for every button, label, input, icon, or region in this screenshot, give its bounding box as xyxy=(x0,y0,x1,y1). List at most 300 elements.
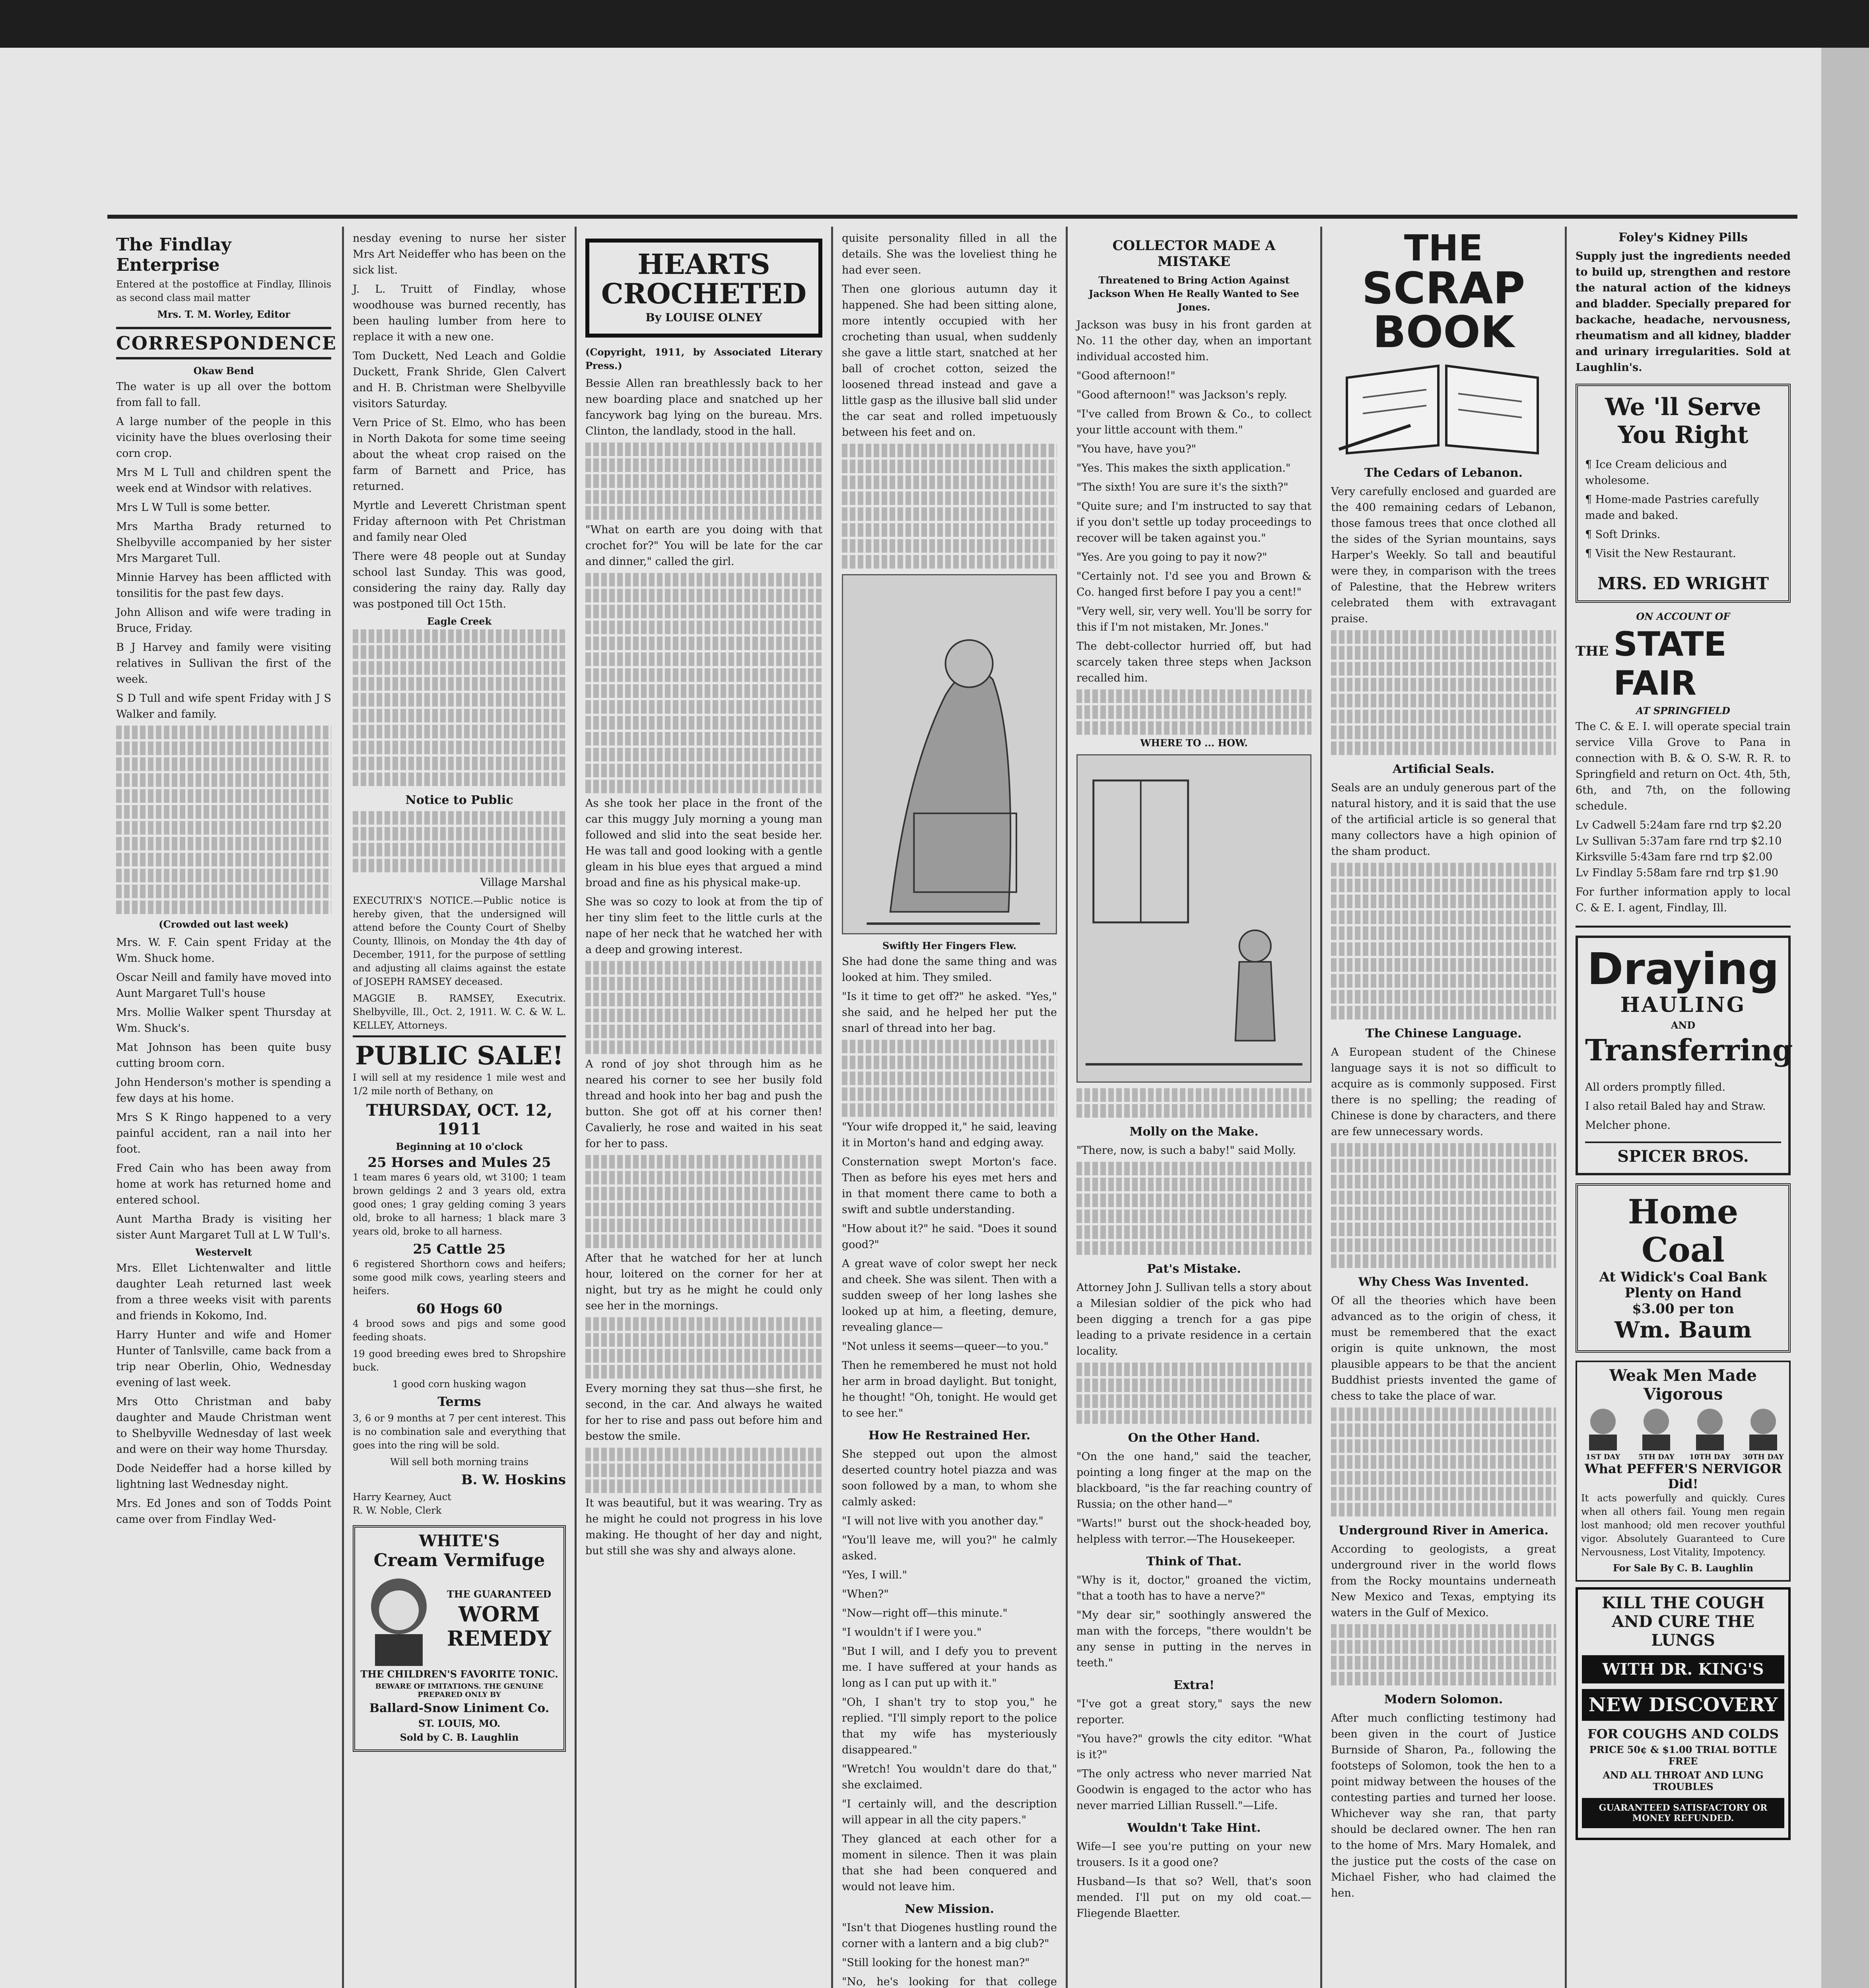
man-portrait-icon xyxy=(1581,1404,1625,1451)
draying-text: Melcher phone. xyxy=(1585,1119,1671,1132)
illegible-text xyxy=(585,1317,822,1331)
story-paragraph: "When?" xyxy=(842,1588,889,1600)
illegible-text xyxy=(585,1349,822,1363)
illegible-text xyxy=(585,1464,822,1477)
restaurant-heading: We 'll Serve You Right xyxy=(1605,393,1761,449)
illegible-text xyxy=(842,476,1057,489)
coal-signature: Wm. Baum xyxy=(1614,1317,1752,1343)
story-paragraph: A great wave of color swept her neck and cheek. She was silent. Then with a sudden sweep of her long lashes she looked up at him, a fleeting, demure, revealing glance— xyxy=(842,1258,1057,1334)
collector-subhead: Threatened to Bring Action Against Jackson When He Really Wanted to See Jones. xyxy=(1088,274,1300,313)
collector-paragraph: "Quite sure; and I'm instructed to say that if you don't settle up today proceedings to recover will be taken against you." xyxy=(1076,500,1311,544)
draying-ad xyxy=(1576,936,1791,1175)
illegible-text xyxy=(116,821,331,835)
illegible-text xyxy=(353,629,566,643)
column-7 xyxy=(1565,227,1799,1988)
illegible-text xyxy=(585,1025,822,1038)
story-paragraph: "How about it?" he said. "Does it sound good?" xyxy=(842,1223,1057,1251)
illustration-caption: Swiftly Her Fingers Flew. xyxy=(882,940,1017,951)
draying-transferring: Transferring xyxy=(1585,1033,1793,1068)
nervigor-ad xyxy=(1576,1361,1791,1582)
local-item: Vern Price of St. Elmo, who has been in North Dakota for some time seeing about the wheat crop raised on the farm of Barnett and Price, has returned. xyxy=(353,417,566,493)
coal-plenty: Plenty on Hand xyxy=(1624,1285,1742,1301)
illegible-text xyxy=(1331,1159,1556,1173)
illegible-text xyxy=(1331,1624,1556,1638)
story-paragraph: They glanced at each other for a moment in silence. Then it was plain that she had been conquered and would not leave him. xyxy=(842,1833,1057,1893)
notice-signature: Village Marshal xyxy=(480,876,566,889)
illegible-text xyxy=(1076,1104,1311,1118)
collector-paragraph: "Yes. Are you going to pay it now?" xyxy=(1076,551,1267,563)
illegible-text xyxy=(353,859,566,872)
state-fair-ad xyxy=(1576,611,1791,928)
story-title-line2: CROCHETED xyxy=(601,277,807,310)
illegible-text xyxy=(585,1171,822,1184)
executrix-signature: MAGGIE B. RAMSEY, Executrix. Shelbyville, Ill., Oct. 2, 1911. W. C. & W. L. KELLEY, Attorneys. xyxy=(353,993,566,1031)
illegible-text xyxy=(1331,974,1556,988)
local-item: John Henderson's mother is spending a few days at his home. xyxy=(116,1076,331,1105)
illegible-text xyxy=(1076,705,1311,719)
story-paragraph: "I wouldn't if I were you." xyxy=(842,1626,982,1639)
story-paragraph: A rond of joy shot through him as he neared his corner to see her busily fold thread and hook into her bag and push the button. She got off at his corner then! Cavalierly, he rose and waited in his seat for her to pass. xyxy=(585,1058,822,1150)
illegible-text xyxy=(585,684,822,698)
restaurant-ad xyxy=(1576,384,1791,603)
king-new-discovery: NEW DISCOVERY xyxy=(1582,1689,1784,1721)
illegible-text xyxy=(1076,1178,1311,1191)
illegible-text xyxy=(842,523,1057,537)
king-for: FOR COUGHS AND COLDS xyxy=(1587,1726,1779,1741)
vermifuge-guaranteed: THE GUARANTEED xyxy=(447,1588,552,1600)
illegible-text xyxy=(353,677,566,691)
story-title-line1: HEARTS xyxy=(637,248,770,281)
king-kill: KILL THE COUGH xyxy=(1601,1594,1765,1612)
king-with: WITH DR. KING'S xyxy=(1582,1655,1784,1683)
local-item: Harry Hunter and wife and Homer Hunter of Tanlsville, came back from a trip near Oberlin, Ohio, Wednesday evening of last week. xyxy=(116,1329,331,1389)
coal-heading-1: Home xyxy=(1628,1192,1739,1231)
collector-paragraph: "You have, have you?" xyxy=(1076,443,1197,455)
illegible-text xyxy=(1331,646,1556,660)
illegible-text xyxy=(116,901,331,914)
illegible-text xyxy=(842,444,1057,457)
lunch-text: Will sell both morning trains xyxy=(390,1456,529,1468)
illegible-text xyxy=(1331,1471,1556,1485)
story-paragraph: "Yes, I will." xyxy=(842,1569,907,1581)
illegible-text xyxy=(353,645,566,659)
fair-schedule-line: Lv Findlay 5:58am fare rnd trp $1.90 xyxy=(1576,867,1778,879)
illegible-text xyxy=(1076,1225,1311,1239)
story-paragraph: "Is it time to get off?" he asked. "Yes," she said, and he helped her put the snarl of thread into her bag. xyxy=(842,990,1057,1035)
illegible-text xyxy=(585,993,822,1006)
illegible-text xyxy=(116,757,331,771)
fair-location: AT SPRINGFIELD xyxy=(1636,705,1730,716)
horses-heading: 25 Horses and Mules 25 xyxy=(367,1155,551,1171)
local-item: Dode Neideffer had a horse killed by lightning last Wednesday night. xyxy=(116,1462,331,1491)
fair-title: STATE FAIR xyxy=(1613,625,1727,703)
illegible-text xyxy=(1331,1656,1556,1670)
story-paragraph: "Still looking for the honest man?" xyxy=(842,1957,1030,1969)
local-item: Mrs. Mollie Walker spent Thursday at Wm. Shuck's. xyxy=(116,1006,331,1035)
illegible-text xyxy=(1331,694,1556,707)
illegible-text xyxy=(1331,958,1556,972)
illegible-text xyxy=(842,1056,1057,1069)
story-paragraph: "Oh, I shan't try to stop you," he replied. "I'll simply report to the police that my wife has mysteriously disappeared." xyxy=(842,1696,1057,1756)
portrait-label: 1ST DAY xyxy=(1585,1453,1620,1461)
fair-title-row xyxy=(1576,625,1791,703)
story-paragraph: Bessie Allen ran breathlessly back to her new boarding place and snatched up her fancywork bag lying on the bureau. Mrs. Clinton, the landlady, stood in the hall. xyxy=(585,377,822,437)
seals-paragraph: Seals are an unduly generous part of the natural history, and it is said that the use of the artificial article is so general that many collectors have a high opinion of the sham product. xyxy=(1331,782,1556,858)
illegible-text xyxy=(1076,1241,1311,1255)
story-paragraph: Consternation swept Morton's face. Then as before his eyes met hers and in that moment there came to both a swift and subtle understanding. xyxy=(842,1156,1057,1216)
illegible-text xyxy=(1331,1672,1556,1685)
illegible-text xyxy=(1331,1487,1556,1501)
illegible-text xyxy=(585,977,822,990)
clerk: R. W. Noble, Clerk xyxy=(353,1505,442,1516)
illegible-text xyxy=(1331,942,1556,956)
illegible-text xyxy=(1331,1455,1556,1469)
story-copyright: (Copyright, 1911, by Associated Literary Press.) xyxy=(585,346,822,371)
chinese-paragraph: A European student of the Chinese language says it is not so difficult to acquire as is commonly supposed. First there is no spelling; the reading of Chinese is done by characters, and there are few unnecessary words. xyxy=(1331,1046,1556,1138)
extra-paragraph: "The only actress who never married Nat Goodwin is engaged to the actor who has never married Lillian Russell."—Life. xyxy=(1076,1768,1311,1812)
dr-king-ad xyxy=(1576,1587,1791,1840)
illegible-text xyxy=(1331,1223,1556,1236)
river-heading: Underground River in America. xyxy=(1339,1524,1548,1538)
illegible-text xyxy=(1331,1207,1556,1220)
cattle-heading: 25 Cattle 25 xyxy=(413,1241,506,1257)
woman-crocheting-illustration xyxy=(843,575,1056,933)
sheep-text: 19 good breeding ewes bred to Shropshire buck. xyxy=(353,1348,566,1373)
illegible-text xyxy=(585,716,822,730)
illegible-text xyxy=(1076,1194,1311,1207)
illegible-text xyxy=(1331,1006,1556,1019)
man-portrait-icon xyxy=(1688,1404,1732,1451)
story-paragraph: "But I will, and I defy you to prevent me. I have suffered at your hands as long as I can put up with it." xyxy=(842,1645,1057,1689)
illegible-text xyxy=(1331,1408,1556,1421)
illegible-text xyxy=(353,843,566,856)
restaurant-item: ¶ Visit the New Restaurant. xyxy=(1585,547,1736,560)
column-5 xyxy=(1066,227,1320,1988)
illegible-text xyxy=(585,961,822,975)
illegible-text xyxy=(1076,1378,1311,1392)
chess-paragraph: Of all the theories which have been advanced as to the origin of chess, it must be remembered that the exact origin is quite unknown, the most plausible appears to be that the ancient Buddhist priests invented the game of chess to take the place of war. xyxy=(1331,1295,1556,1402)
notice-heading: Notice to Public xyxy=(405,793,513,807)
illegible-text xyxy=(116,773,331,787)
coal-price: $3.00 per ton xyxy=(1632,1301,1734,1317)
vermifuge-city: ST. LOUIS, MO. xyxy=(418,1718,501,1729)
illegible-text xyxy=(585,1365,822,1378)
hint-heading: Wouldn't Take Hint. xyxy=(1127,1821,1261,1835)
coal-ad xyxy=(1576,1183,1791,1353)
restaurant-item: ¶ Ice Cream delicious and wholesome. xyxy=(1585,458,1727,487)
illegible-text xyxy=(1331,662,1556,676)
story-paragraph: After that he watched for her at lunch hour, loitered on the corner for her at night, but try as he might he could only see her in the mornings. xyxy=(585,1252,822,1312)
portrait-day-1 xyxy=(1581,1404,1625,1461)
child-portrait-icon xyxy=(359,1571,439,1666)
local-item: Mrs. W. F. Cain spent Friday at the Wm. Shuck home. xyxy=(116,936,331,965)
illegible-text xyxy=(585,474,822,488)
open-book-icon xyxy=(1331,354,1554,457)
story-paragraph: "I certainly will, and the description will appear in all the city papers." xyxy=(842,1798,1057,1826)
local-item: Tom Duckett, Ned Leach and Goldie Duckett, Frank Shride, Glen Calvert and H. B. Christman were Shelbyville visitors Saturday. xyxy=(353,350,566,410)
vermifuge-text xyxy=(439,1586,560,1651)
story-byline: By LOUISE OLNEY xyxy=(645,311,762,324)
restaurant-signature: MRS. ED WRIGHT xyxy=(1597,574,1769,593)
kidney-pills-heading: Foley's Kidney Pills xyxy=(1618,231,1748,245)
story-paragraph: "You'll leave me, will you?" he calmly asked. xyxy=(842,1534,1057,1562)
westervelt-heading: Westervelt xyxy=(195,1246,252,1258)
illegible-text xyxy=(585,1479,822,1493)
coal-location: At Widick's Coal Bank xyxy=(1599,1269,1767,1285)
illegible-text xyxy=(353,693,566,707)
cartoon-illustration xyxy=(1076,754,1311,1083)
hint-paragraph: Husband—Is that so? Well, that's soon mended. I'll put on my old coat.—Fliegende Blaetter. xyxy=(1076,1875,1311,1920)
collector-paragraph: "The sixth! You are sure it's the sixth?" xyxy=(1076,481,1288,493)
story-paragraph: Then one glorious autumn day it happened. She had been sitting alone, more intently occupied with her crocheting than usual, when suddenly she gave a little start, snatched at her ball of crochet cotton, seized the loosened thread instead and gave a little gasp as the illusive ball slid under the car seat and rolled impetuously between his feet and on. xyxy=(842,283,1057,439)
fair-account-of: ON ACCOUNT OF xyxy=(1636,611,1730,622)
scrap-book-header xyxy=(1331,227,1556,459)
column-4 xyxy=(831,227,1066,1988)
masthead-title: The Findlay Enterprise xyxy=(116,235,231,275)
portrait-day-30 xyxy=(1741,1404,1785,1461)
okaw-item: B J Harvey and family were visiting relatives in Sullivan the first of the week. xyxy=(116,641,331,685)
collector-paragraph: "Good afternoon!" xyxy=(1076,370,1175,382)
crowded-note: (Crowded out last week) xyxy=(159,918,289,930)
extra-paragraph: "You have?" growls the city editor. "What is it?" xyxy=(1076,1733,1311,1761)
draying-text: All orders promptly filled. xyxy=(1585,1081,1725,1093)
local-item: J. L. Truitt of Findlay, whose woodhouse was burned recently, has been hauling lumber from here to replace it with a new one. xyxy=(353,283,566,343)
illegible-text xyxy=(585,605,822,618)
illegible-text xyxy=(842,460,1057,473)
fair-footer: For further information apply to local C. & E. I. agent, Findlay, Ill. xyxy=(1576,886,1791,914)
king-cure: AND CURE THE LUNGS xyxy=(1612,1612,1754,1650)
story-paragraph: Then he remembered he must not hold her arm in broad daylight. But tonight, he thought! "Oh, tonight. He would get to see her." xyxy=(842,1359,1057,1419)
story-paragraph: She had done the same thing and was looked at him. They smiled. xyxy=(842,955,1057,984)
cedars-heading: The Cedars of Lebanon. xyxy=(1364,466,1523,480)
illegible-text xyxy=(585,764,822,777)
illegible-text xyxy=(1076,1410,1311,1424)
nervigor-sold: For Sale By C. B. Laughlin xyxy=(1613,1562,1754,1574)
illegible-text xyxy=(353,709,566,722)
fair-schedule-line: Lv Sullivan 5:37am fare rnd trp $2.10 xyxy=(1576,835,1782,847)
collector-paragraph: The debt-collector hurried off, but had scarcely taken three steps when Jackson recalled him. xyxy=(1076,640,1311,684)
illegible-text xyxy=(1331,742,1556,755)
solomon-paragraph: After much conflicting testimony had been given in the court of Justice Burnside of Sharon, Pa., following the footsteps of Solomon, took the hen to a point midway between the houses of the contesting parties and turned her loose. Whichever way she ran, that party should be declared owner. The hen ran to the home of Mrs. Mary Homalek, and the justice put the costs of the case on Michael Fisher, who had claimed the hen. xyxy=(1331,1712,1556,1899)
column-3 xyxy=(575,227,831,1988)
illegible-text xyxy=(1331,1423,1556,1437)
story-paragraph: "Wretch! You wouldn't dare do that," she exclaimed. xyxy=(842,1763,1057,1791)
story-paragraph: "Not unless it seems—queer—to you." xyxy=(842,1340,1049,1353)
scan-top-edge xyxy=(0,0,1869,48)
cattle-text: 6 registered Shorthorn cows and heifers; some good milk cows, yearling steers and heifers. xyxy=(353,1258,566,1297)
story-paragraph: "Isn't that Diogenes hustling round the corner with a lantern and a big club?" xyxy=(842,1922,1057,1950)
illegible-text xyxy=(353,661,566,675)
illegible-text xyxy=(585,1235,822,1248)
story-paragraph: She was so cozy to look at from the tip of her tiny slim feet to the little curls at the nape of her neck that he watched her with a deep and growing interest. xyxy=(585,896,822,956)
pat-paragraph: Attorney John J. Sullivan tells a story about a Milesian soldier of the pick who had been digging a trench for a gas pipe leading to a private residence in a certain locality. xyxy=(1076,1281,1311,1357)
fair-schedule-line: Lv Cadwell 5:24am fare rnd trp $2.20 xyxy=(1576,819,1782,831)
other-hand-heading: On the Other Hand. xyxy=(1128,1431,1260,1445)
illegible-text xyxy=(585,443,822,456)
story-title-box xyxy=(585,239,822,338)
vermifuge-ad xyxy=(353,1525,566,1752)
extra-heading: Extra! xyxy=(1173,1678,1215,1692)
illegible-text xyxy=(842,1040,1057,1053)
illegible-text xyxy=(585,458,822,472)
vermifuge-remedy: REMEDY xyxy=(447,1626,552,1651)
think-paragraph: "Why is it, doctor," groaned the victim, "that a tooth has to have a nerve?" xyxy=(1076,1574,1311,1602)
executrix-notice: EXECUTRIX'S NOTICE.—Public notice is hereby given, that the undersigned will attend before the County Court of Shelby County, Illinois, on Monday the 4th day of December, 1911, for the purpose of settling and adjusting all claims against the estate of JOSEPH RAMSEY deceased. xyxy=(353,895,566,987)
pats-mistake-heading: Pat's Mistake. xyxy=(1147,1262,1241,1276)
illegible-text xyxy=(585,700,822,714)
illegible-text xyxy=(1331,1191,1556,1204)
collector-paragraph: "Very well, sir, very well. You'll be sorry for this if I'm not mistaken, Mr. Jones." xyxy=(1076,605,1311,633)
boy-at-window-illustration xyxy=(1078,755,1310,1081)
terms-text: 3, 6 or 9 months at 7 per cent interest. This is no combination sale and everything that goes into the ring will be sold. xyxy=(353,1413,566,1451)
illegible-text xyxy=(585,589,822,602)
illegible-text xyxy=(585,668,822,682)
restaurant-item: ¶ Soft Drinks. xyxy=(1585,528,1661,541)
story-paragraph: She stepped out upon the almost deserted country hotel piazza and was soon followed by a man, to whom she calmly asked: xyxy=(842,1448,1057,1508)
draying-text: I also retail Baled hay and Straw. xyxy=(1585,1100,1766,1112)
illegible-text xyxy=(585,506,822,520)
okaw-item: Mrs L W Tull is some better. xyxy=(116,501,270,514)
illegible-text xyxy=(842,507,1057,521)
collector-paragraph: "Yes. This makes the sixth application." xyxy=(1076,462,1291,474)
local-item: nesday evening to nurse her sister Mrs Art Neideffer who has been on the sick list. xyxy=(353,232,566,276)
story-paragraph: "I will not live with you another day." xyxy=(842,1515,1043,1527)
draying-hauling: HAULING xyxy=(1620,993,1746,1017)
okaw-item: S D Tull and wife spent Friday with J S Walker and family. xyxy=(116,692,331,720)
nervigor-heading: Weak Men Made Vigorous xyxy=(1609,1366,1757,1404)
okaw-bend-heading: Okaw Bend xyxy=(193,365,254,377)
illegible-text xyxy=(1331,710,1556,723)
portrait-label: 5TH DAY xyxy=(1638,1453,1675,1461)
illegible-text xyxy=(1076,1209,1311,1223)
illegible-text xyxy=(1076,1162,1311,1175)
illegible-text xyxy=(585,1448,822,1461)
illegible-text xyxy=(1331,1175,1556,1188)
wagon-text: 1 good corn husking wagon xyxy=(392,1378,527,1390)
story-paragraph: "Your wife dropped it," he said, leaving it in Morton's hand and edging away. xyxy=(842,1121,1057,1149)
local-item: Mrs Otto Christman and baby daughter and Maude Christman went to Shelbyville Wednesday of last week and were on their way home Thursday. xyxy=(116,1396,331,1456)
okaw-item: Mrs M L Tull and children spent the week end at Windsor with relatives. xyxy=(116,466,331,495)
other-hand-paragraph: "On the one hand," said the teacher, pointing a long finger at the map on the blackboard, "is the far reaching country of Russia; on the other hand—" xyxy=(1076,1450,1311,1510)
molly-paragraph: "There, now, is such a baby!" said Molly. xyxy=(1076,1144,1296,1157)
sale-intro: I will sell at my residence 1 mile west and 1/2 mile north of Bethany, on xyxy=(353,1072,566,1097)
illegible-text xyxy=(353,741,566,754)
illegible-text xyxy=(116,837,331,850)
illegible-text xyxy=(1331,863,1556,876)
illegible-text xyxy=(1331,678,1556,691)
story-paragraph: As she took her place in the front of the car this muggy July morning a young man followed and slid into the seat beside her. He was tall and good looking with a gentle gleam in his blue eyes that argued a mind broad and fine as his physical make-up. xyxy=(585,797,822,889)
illegible-text xyxy=(585,1187,822,1200)
local-item: Mrs. Ellet Lichtenwalter and little daughter Leah returned last week from a three weeks visit with parents and friends in Kokomo, Ind. xyxy=(116,1262,331,1322)
man-portrait-icon xyxy=(1741,1404,1785,1451)
illegible-text xyxy=(353,811,566,825)
illegible-text xyxy=(116,789,331,803)
illegible-text xyxy=(1331,1143,1556,1157)
solomon-heading: Modern Solomon. xyxy=(1384,1693,1503,1706)
eagle-creek-heading: Eagle Creek xyxy=(427,615,492,627)
think-paragraph: "My dear sir," soothingly answered the man with the forceps, "there wouldn't be any sense in putting in the nerves in teeth." xyxy=(1076,1609,1311,1669)
illegible-text xyxy=(353,757,566,770)
illegible-text xyxy=(842,1087,1057,1101)
illegible-text xyxy=(116,853,331,866)
sale-time: Beginning at 10 o'clock xyxy=(396,1141,523,1152)
kidney-pills-text: Supply just the ingredients needed to build up, strengthen and restore the natural action of the kidneys and bladder. Specially prepared for backache, headache, nervousness, rheumatism and all kidney, bladder and urinary irregularities. Sold at Laughlin's. xyxy=(1576,250,1791,374)
molly-heading: Molly on the Make. xyxy=(1129,1125,1259,1139)
illegible-text xyxy=(585,1219,822,1232)
correspondence-header: CORRESPONDENCE xyxy=(116,327,331,359)
vermifuge-beware: BEWARE OF IMITATIONS. THE GENUINE PREPARED ONLY BY xyxy=(375,1682,544,1699)
illegible-text xyxy=(1331,726,1556,739)
local-item: Aunt Martha Brady is visiting her sister Aunt Margaret Tull at L W Tull's. xyxy=(116,1213,331,1241)
illegible-text xyxy=(585,1041,822,1054)
illegible-text xyxy=(842,1072,1057,1085)
story-paragraph: "No, he's looking for that college xyxy=(842,1976,1057,1988)
other-hand-paragraph: "Warts!" burst out the shock-headed boy, helpless with terror.—The Housekeeper. xyxy=(1076,1517,1311,1545)
illegible-text xyxy=(585,1203,822,1216)
portrait-day-5 xyxy=(1634,1404,1678,1461)
collector-paragraph: "Good afternoon!" was Jackson's reply. xyxy=(1076,389,1287,401)
public-sale-title: PUBLIC SALE! xyxy=(353,1035,566,1071)
column-1 xyxy=(107,227,340,1988)
nervigor-portraits xyxy=(1581,1404,1785,1461)
horses-text: 1 team mares 6 years old, wt 3100; 1 team brown geldings 2 and 3 years old, extra good ones; 1 gray gelding coming 3 years old, broke to all harness; 1 black mare 3 years old, broke to all harness. xyxy=(353,1172,566,1237)
illegible-text xyxy=(1076,721,1311,735)
story-paragraph: "Now—right off—this minute." xyxy=(842,1607,1008,1619)
header-rule xyxy=(107,215,1797,219)
illegible-text xyxy=(585,780,822,793)
illegible-text xyxy=(585,732,822,746)
illegible-text xyxy=(585,748,822,761)
local-item: Myrtle and Leverett Christman spent Friday afternoon with Pet Christman and family near Oled xyxy=(353,499,566,544)
illegible-text xyxy=(116,742,331,755)
local-item: Mrs. Ed Jones and son of Todds Point came over from Findlay Wed- xyxy=(116,1497,331,1526)
story-paragraph: "What on earth are you doing with that crochet for?" You will be late for the car and dinner," called the girl. xyxy=(585,524,822,568)
illegible-text xyxy=(1331,895,1556,908)
okaw-item: Minnie Harvey has been afflicted with tonsilitis for the past few days. xyxy=(116,571,331,600)
local-item: Mat Johnson has been quite busy cutting broom corn. xyxy=(116,1041,331,1070)
new-mission-heading: New Mission. xyxy=(905,1902,994,1916)
hogs-heading: 60 Hogs 60 xyxy=(416,1301,503,1317)
illegible-text xyxy=(1331,1640,1556,1654)
illegible-text xyxy=(1331,1254,1556,1268)
vermifuge-sold: Sold by C. B. Laughlin xyxy=(400,1732,519,1743)
vermifuge-brand: WHITE'S xyxy=(419,1532,500,1550)
portrait-day-10 xyxy=(1688,1404,1732,1461)
story-paragraph: Every morning they sat thus—she first, he second, in the car. And always he waited for her to rise and pass out before him and bestow the smile. xyxy=(585,1382,822,1442)
draying-heading: Draying xyxy=(1587,944,1779,994)
okaw-item: A large number of the people in this vicinity have the blues overlosing their corn crop. xyxy=(116,415,331,460)
vermifuge-name: Cream Vermifuge xyxy=(373,1550,545,1571)
sale-date: THURSDAY, OCT. 12, 1911 xyxy=(366,1101,553,1138)
okaw-item: Mrs Martha Brady returned to Shelbyville accompanied by her sister Mrs Margaret Tull. xyxy=(116,520,331,565)
draying-and: AND xyxy=(1671,1019,1696,1031)
nervigor-text: It acts powerfully and quickly. Cures when all others fail. Young men regain lost manhood; old men recover youthful vigor. Absolutely Guaranteed to Cure Nervousness, Lost Vitality, Impotency. xyxy=(1581,1493,1785,1558)
illegible-text xyxy=(585,637,822,650)
illegible-text xyxy=(116,869,331,882)
hogs-text: 4 brood sows and pigs and some good feeding shoats. xyxy=(353,1318,566,1343)
draying-signature: SPICER BROS. xyxy=(1585,1142,1781,1166)
illegible-text xyxy=(1331,630,1556,644)
illegible-text xyxy=(585,652,822,666)
fair-text: The C. & E. I. will operate special train service Villa Grove to Pana in connection with B. & O. S-W. R. R. to Springfield and return on Oct. 4th, 5th, 6th, and 7th, on the following schedule. xyxy=(1576,720,1791,812)
column-2 xyxy=(342,227,575,1988)
man-portrait-icon xyxy=(1634,1404,1678,1451)
illegible-text xyxy=(1331,1439,1556,1453)
scrap-book-book: BOOK xyxy=(1372,307,1515,357)
okaw-item: The water is up all over the bottom from fall to fall. xyxy=(116,381,331,409)
collector-heading: COLLECTOR MADE A MISTAKE xyxy=(1112,238,1276,270)
seals-heading: Artificial Seals. xyxy=(1392,762,1494,776)
